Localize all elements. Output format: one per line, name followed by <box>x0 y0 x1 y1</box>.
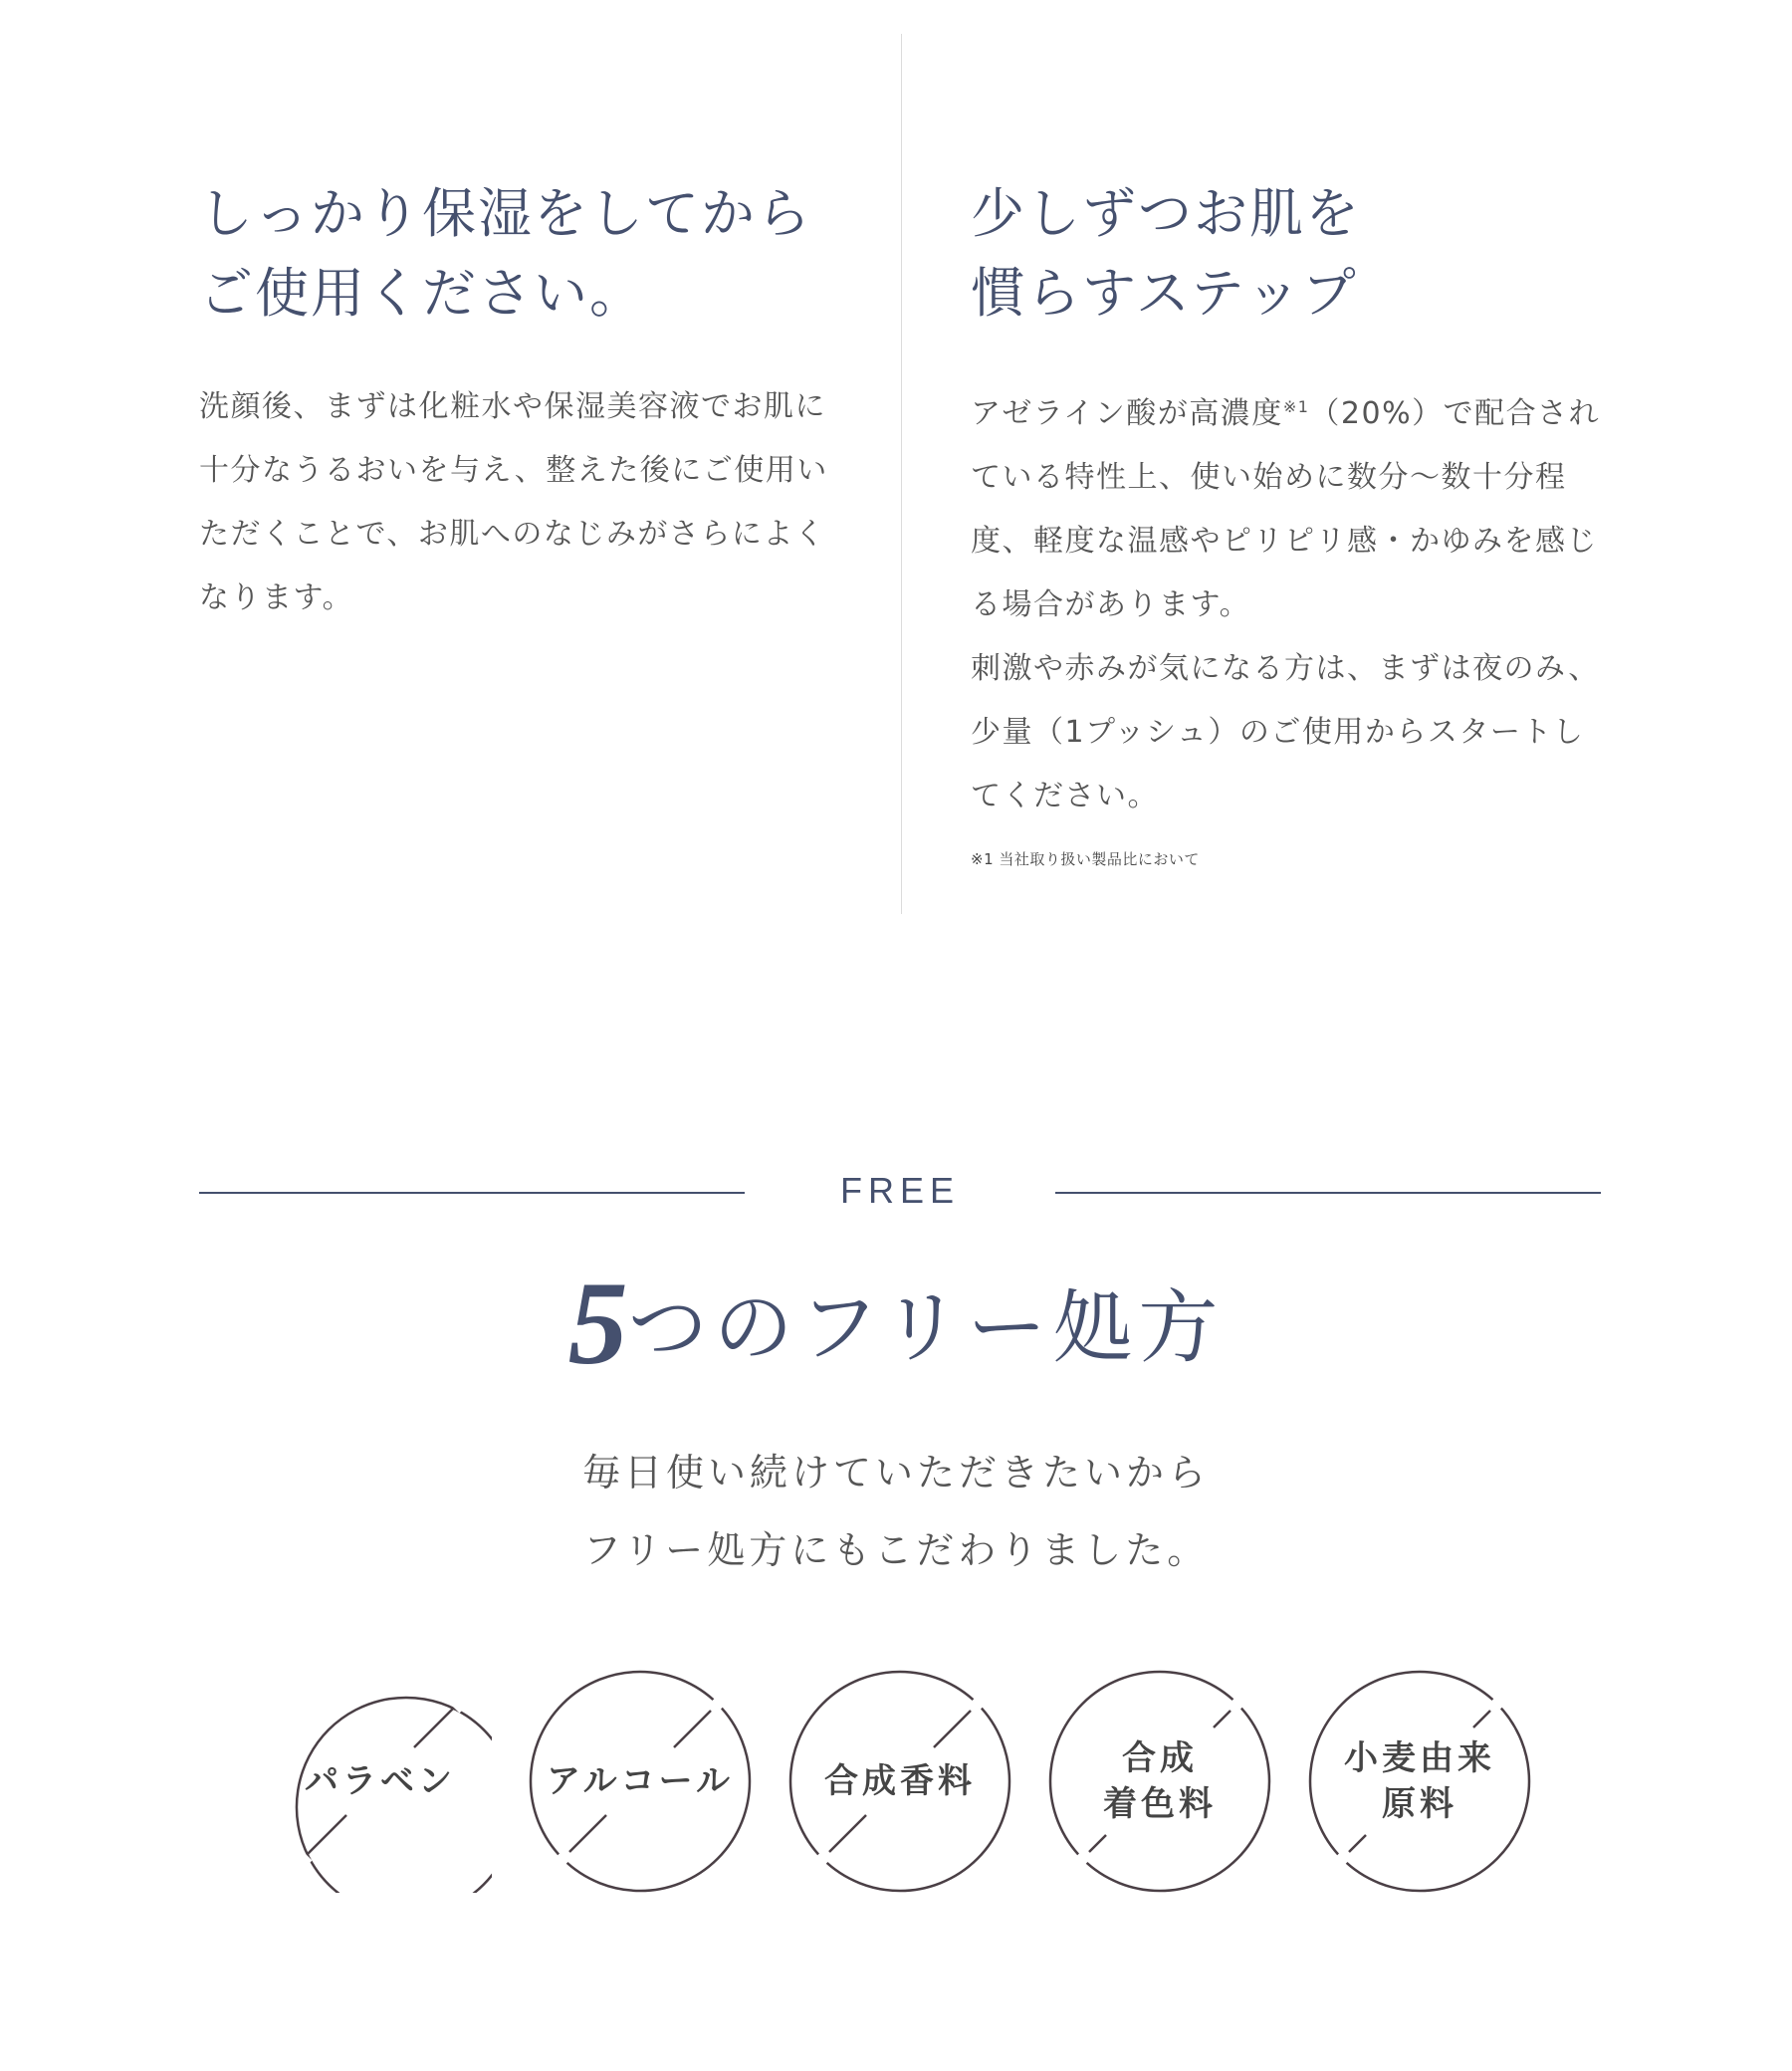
badge-label <box>1308 1670 1531 1893</box>
free-badge-paraben <box>269 1670 492 1893</box>
badge-label-line1: アルコール <box>547 1761 734 1801</box>
step-heading-line2: 慣らすステップ <box>971 262 1358 325</box>
free-badge-wheat <box>1308 1670 1531 1893</box>
column-divider <box>901 34 902 914</box>
moisturize-section <box>199 174 836 630</box>
free-rule-right <box>1055 1192 1601 1194</box>
badge-label <box>529 1670 752 1893</box>
free-badge-fragrance <box>788 1670 1011 1893</box>
free-label-row <box>199 1170 1601 1214</box>
badge-label-line1: 合成 <box>1122 1738 1198 1778</box>
badge-label <box>269 1670 492 1893</box>
free-badges <box>269 1670 1533 1899</box>
free-subcopy <box>0 1434 1792 1589</box>
step-body-paragraph-1 <box>971 375 1608 637</box>
step-body-text-b: （20%）で配合されている特性上、使い始めに数分～数十分程度、軽度な温感やピリピリ感・かゆみを感じる場合があります。 <box>971 396 1601 622</box>
free-badge-alcohol <box>529 1670 752 1893</box>
free-label: FREE <box>839 1170 960 1211</box>
free-title <box>0 1255 1792 1392</box>
badge-label-line1: パラベン <box>305 1761 456 1801</box>
step-heading-line1: 少しずつお肌を <box>971 182 1361 245</box>
free-badge-colorant <box>1048 1670 1271 1893</box>
moisturize-heading-line1: しっかり保湿をしてから <box>199 182 812 245</box>
step-body-text-a: アゼライン酸が高濃度 <box>971 396 1283 431</box>
moisturize-body <box>199 375 836 630</box>
free-title-number: 5 <box>567 1257 628 1389</box>
moisturize-heading-line2: ご使用ください。 <box>199 262 645 325</box>
badge-label-line2: 原料 <box>1382 1784 1457 1824</box>
step-body-paragraph-2: 刺激や赤みが気になる方は、まずは夜のみ、少量（1プッシュ）のご使用からスタートしてください。 <box>971 651 1600 813</box>
free-title-text: つのフリー処方 <box>627 1281 1225 1374</box>
step-body <box>971 375 1608 828</box>
step-section <box>971 174 1608 869</box>
step-heading <box>971 174 1608 334</box>
free-subcopy-line2: フリー処方にもこだわりました。 <box>582 1528 1210 1572</box>
badge-label-line2: 着色料 <box>1103 1784 1217 1824</box>
footnote-marker: ※1 <box>1282 397 1310 416</box>
moisturize-heading <box>199 174 836 334</box>
moisturize-body-text: 洗顔後、まずは化粧水や保湿美容液でお肌に十分なうるおいを与え、整えた後にご使用いただくことで、お肌へのなじみがさらによくなります。 <box>199 389 828 615</box>
badge-label <box>788 1670 1011 1893</box>
badge-label-line1: 小麦由来 <box>1344 1738 1495 1778</box>
footnote: ※1 当社取り扱い製品比において <box>971 850 1200 868</box>
free-subcopy-line1: 毎日使い続けていただきたいから <box>581 1451 1210 1495</box>
badge-label <box>1048 1670 1271 1893</box>
badge-label-line1: 合成香料 <box>824 1761 976 1801</box>
